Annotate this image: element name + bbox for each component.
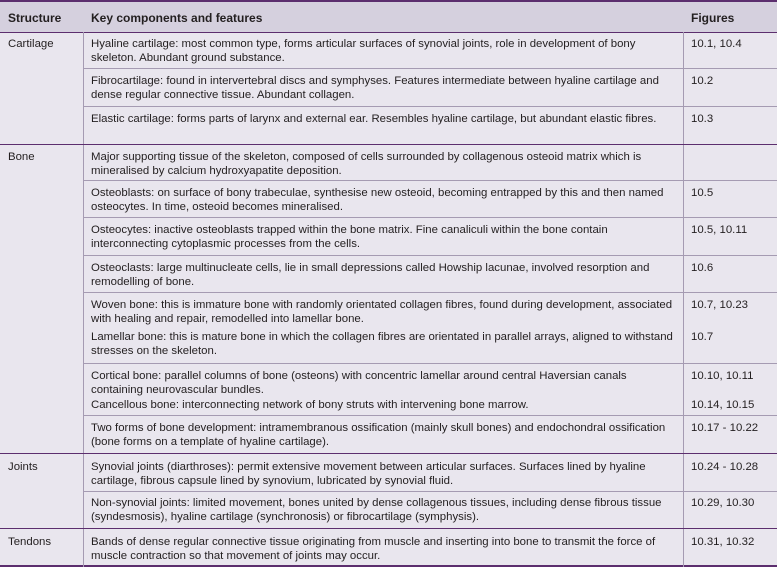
row-figures: 10.2 — [691, 75, 714, 87]
row-separator — [83, 217, 777, 218]
group-cartilage: Cartilage — [8, 38, 54, 50]
row-separator — [83, 68, 777, 69]
row-text: Woven bone: this is immature bone with randomly orientated collagen fibres, found during development, associated with healing and repair, remodelled into lamellar bone. — [91, 299, 673, 325]
row-text: Two forms of bone development: intramembranous ossification (mainly skull bones) and endochondral ossification (bone forms on a template of hyaline cartilage). — [91, 422, 666, 448]
group-separator — [0, 528, 777, 529]
row-separator — [83, 491, 777, 492]
row-figures: 10.5 — [691, 187, 714, 199]
row-figures: 10.10, 10.11 — [691, 370, 754, 382]
group-separator — [0, 453, 777, 454]
row-separator — [83, 292, 777, 293]
row-text: Lamellar bone: this is mature bone in which the collagen fibres are orientated in parallel arrays, aligned to withstand stresses on the skeleton. — [91, 331, 673, 357]
row-text: Non-synovial joints: limited movement, bones united by dense collagenous tissues, including dense fibrous tissue (syndesmosis), hyaline cartilage (synchronosis) or fibrocartilage (symphysis). — [91, 497, 662, 523]
row-text: Major supporting tissue of the skeleton, composed of cells surrounded by collagenous osteoid matrix which is mineralised by calcium hydroxyapatite deposition. — [91, 151, 642, 177]
column-divider — [83, 32, 84, 567]
row-figures: 10.31, 10.32 — [691, 536, 755, 548]
row-figures: 10.5, 10.11 — [691, 224, 748, 236]
row-figures: 10.6 — [691, 262, 714, 274]
header-figures: Figures — [691, 11, 735, 25]
group-joints: Joints — [8, 461, 38, 473]
row-text: Synovial joints (diarthroses): permit extensive movement between articular surfaces. Surfaces lined by hyaline cartilage, fibrous capsule lined by synovium, lubricated by synovial fluid. — [91, 461, 646, 487]
row-text: Cortical bone: parallel columns of bone (osteons) with concentric lamellar around central Haversian canals containing neurovascular bundles. — [91, 370, 627, 396]
row-figures: 10.3 — [691, 113, 714, 125]
row-figures: 10.14, 10.15 — [691, 399, 755, 411]
row-separator — [83, 255, 777, 256]
row-separator — [83, 363, 777, 364]
row-text: Osteocytes: inactive osteoblasts trapped within the bone matrix. Fine canaliculi within the bone contain interconnecting cytoplasmic processes from the cells. — [91, 224, 608, 250]
group-separator — [0, 144, 777, 145]
row-text: Hyaline cartilage: most common type, forms articular surfaces of synovial joints, role in development of bony skeleton. Abundant ground substance. — [91, 38, 636, 64]
row-figures: 10.24 - 10.28 — [691, 461, 759, 473]
row-figures: 10.7, 10.23 — [691, 299, 749, 311]
row-text: Fibrocartilage: found in intervertebral discs and symphyses. Features intermediate between hyaline cartilage and dense regular connective tissue. Abundant collagen. — [91, 75, 659, 101]
row-text: Bands of dense regular connective tissue originating from muscle and inserting into bone to transmit the force of muscle contraction so that movement of joints may occur. — [91, 536, 656, 562]
table-header — [0, 2, 777, 33]
row-text: Osteoclasts: large multinucleate cells, lie in small depressions called Howship lacunae, involved resorption and remodelling of bone. — [91, 262, 650, 288]
header-structure: Structure — [8, 11, 62, 25]
group-bone: Bone — [8, 151, 35, 163]
row-figures: 10.29, 10.30 — [691, 497, 755, 509]
header-components: Key components and features — [91, 11, 263, 25]
column-divider — [683, 32, 684, 567]
group-tendons: Tendons — [8, 536, 52, 548]
row-separator — [83, 106, 777, 107]
row-separator — [83, 415, 777, 416]
row-figures: 10.7 — [691, 331, 714, 343]
row-text: Cancellous bone: interconnecting network of bony struts with intervening bone marrow. — [91, 399, 529, 411]
row-text: Osteoblasts: on surface of bony trabeculae, synthesise new osteoid, becoming entrapped by this and then named osteocytes. In time, osteoid becomes mineralised. — [91, 187, 664, 213]
row-text: Elastic cartilage: forms parts of larynx and external ear. Resembles hyaline cartilage, but abundant elastic fibres. — [91, 113, 657, 125]
row-figures: 10.1, 10.4 — [691, 38, 742, 50]
row-separator — [83, 180, 777, 181]
row-figures: 10.17 - 10.22 — [691, 422, 759, 434]
